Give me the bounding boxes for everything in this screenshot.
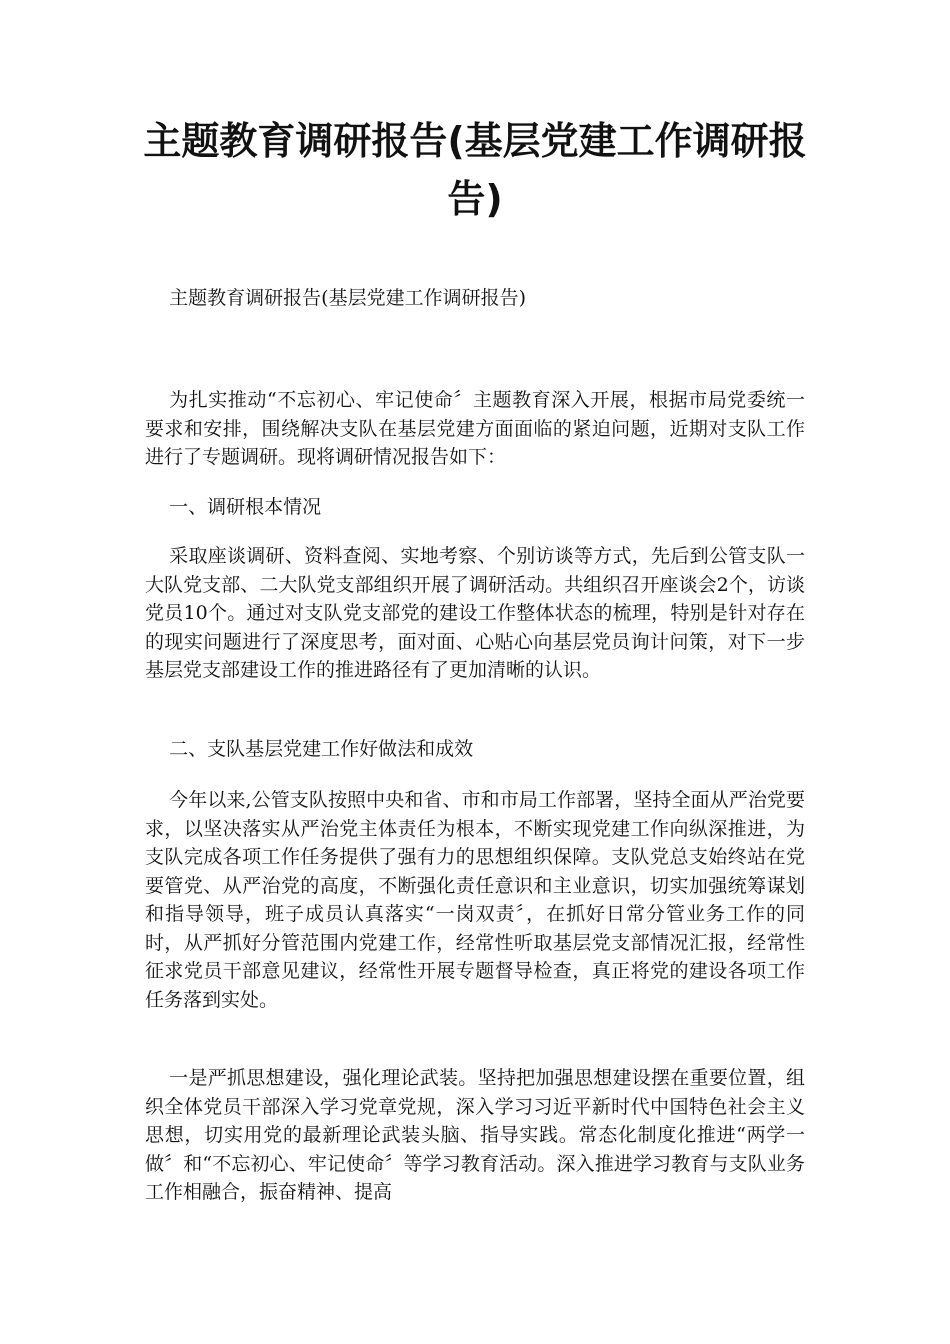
section-heading-2: 二、支队基层党建工作好做法和成效 (169, 738, 474, 760)
document-title: 主题教育调研报告(基层党建工作调研报告) (143, 119, 807, 221)
paragraph-ideology: 一是严抓思想建设，强化理论武装。坚持把加强思想建设摆在重要位置，组织全体党员干部深入学习党章党规，深入学习习近平新时代中国特色社会主义思想，切实用党的最新理论武装头脑、指导实践。常态化制度化推进“两学一做〞和“不忘初心、牢记使命〞等学习教育活动。深入推进学习教育与支队业务工作相融合，振奋精神、提高 (145, 1067, 805, 1203)
document-subtitle: 主题教育调研报告(基层党建工作调研报告) (169, 287, 526, 309)
section-heading-1: 一、调研根本情况 (169, 496, 322, 518)
paragraph-practices: 今年以来,公管支队按照中央和省、市和市局工作部署，坚持全面从严治党要求，以坚决落实从严治党主体责任为根本，不断实现党建工作向纵深推进，为支队完成各项工作任务提供了强有力的思想组织保障。支队党总支始终站在党要管党、从严治党的高度，不断强化责任意识和主业意识，切实加强统筹谋划和指导领导，班子成员认真落实“一岗双责〞，在抓好日常分管业务工作的同时，从严抓好分管范围内党建工作，经常性听取基层党支部情况汇报，经常性征求党员干部意见建议，经常性开展专题督导检查，真正将党的建设各项工作任务落到实处。 (145, 789, 805, 1011)
paragraph-intro: 为扎实推动“不忘初心、牢记使命〞主题教育深入开展，根据市局党委统一要求和安排，围绕解决支队在基层党建方面面临的紧迫问题，近期对支队工作进行了专题调研。现将调研情况报告如下： (145, 389, 805, 468)
paragraph-research-situation: 采取座谈调研、资料查阅、实地考察、个别访谈等方式，先后到公管支队一大队党支部、二大队党支部组织开展了调研活动。共组织召开座谈会2个，访谈党员10个。通过对支队党支部党的建设工作整体状态的梳理，特别是针对存在的现实问题进行了深度思考，面对面、心贴心向基层党员询计问策，对下一步基层党支部建设工作的推进路径有了更加清晰的认识。 (145, 545, 805, 681)
